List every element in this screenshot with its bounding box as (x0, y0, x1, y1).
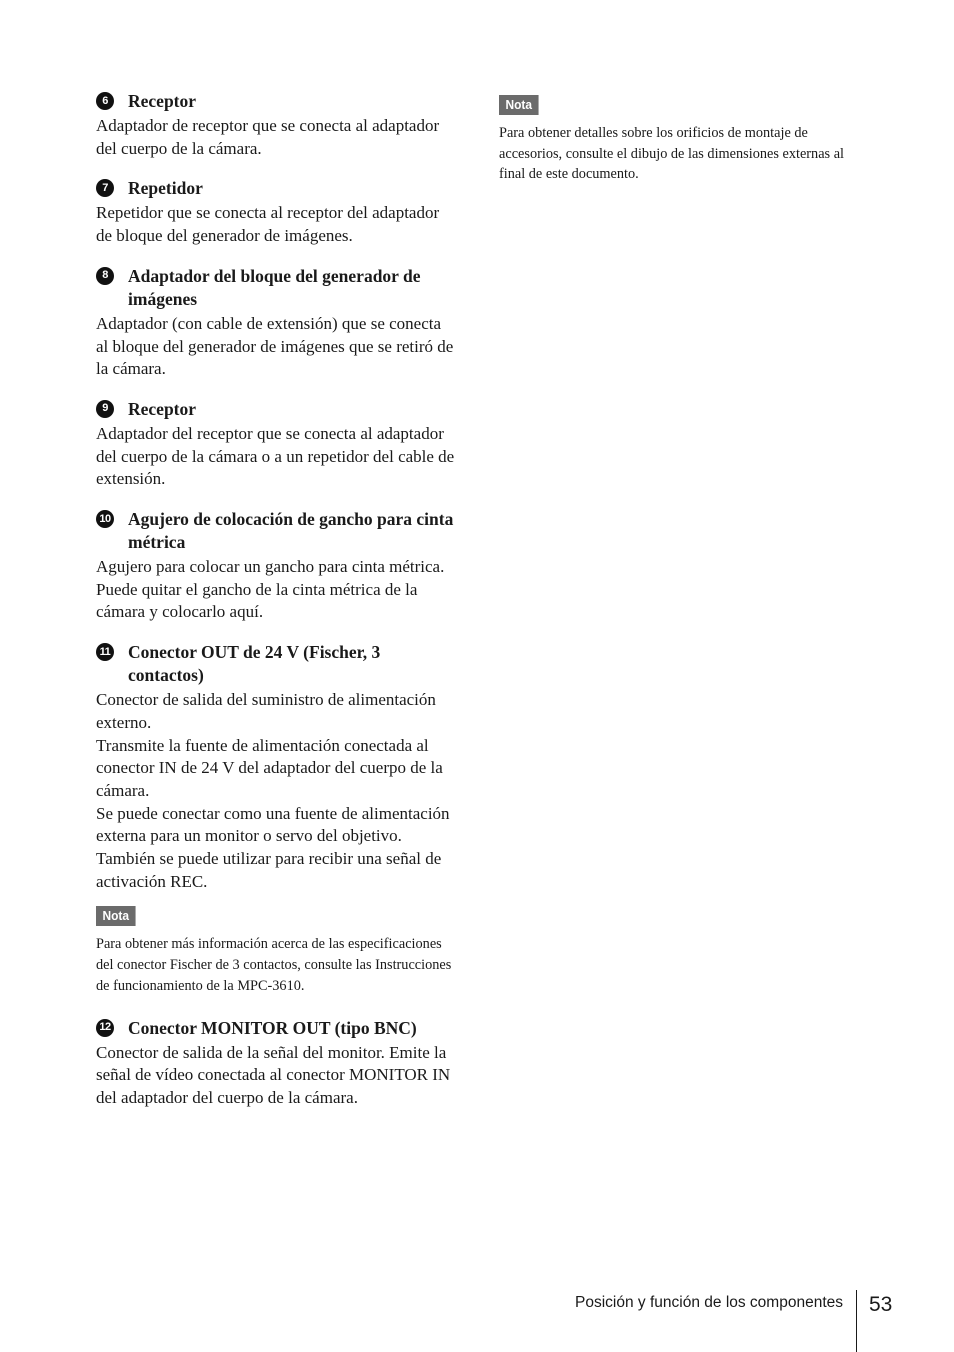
item-number-badge: 12 (96, 1019, 114, 1037)
item-description: Adaptador del receptor que se conecta al adaptador del cuerpo de la cámara o a un repetidor del cable de extensión. (96, 423, 455, 489)
left-column (96, 90, 456, 1127)
component-item-agujero-gancho (96, 508, 456, 624)
item-description: Conector de salida del suministro de alimentación externo. (96, 690, 436, 732)
item-number-badge: 11 (96, 643, 114, 661)
item-description: Agujero para colocar un gancho para cinta métrica. (96, 557, 445, 577)
component-item-receptor-2 (96, 398, 456, 491)
footer-divider (856, 1290, 857, 1352)
right-column (499, 95, 849, 185)
item-title: Receptor (128, 398, 197, 419)
item-title: Agujero de colocación de gancho para cinta métrica (128, 509, 454, 553)
item-title: Adaptador del bloque del generador de imágenes (128, 265, 421, 309)
item-description: Se puede conectar como una fuente de alimentación externa para un monitor o servo del objetivo. También se puede utilizar para recibir una señal de activación REC. (96, 803, 450, 891)
item-description: Adaptador (con cable de extensión) que se conecta al bloque del generador de imágenes que se retiró de la cámara. (96, 313, 454, 379)
item-title: Conector MONITOR OUT (tipo BNC) (128, 1017, 417, 1038)
component-item-repetidor (96, 177, 456, 247)
item-number-badge: 6 (96, 92, 114, 110)
item-number-badge: 7 (96, 179, 114, 197)
footer-section-title: Posición y función de los componentes (575, 1294, 843, 1311)
component-item-receptor (96, 90, 456, 160)
page-number: 53 (869, 1293, 893, 1316)
item-title: Conector OUT de 24 V (Fischer, 3 contactos) (128, 642, 381, 686)
note-text: Para obtener más información acerca de las especificaciones del conector Fischer de 3 contactos, consulte las Instrucciones de funcionamiento de la MPC-3610. (96, 936, 452, 994)
component-item-conector-out-24v (96, 641, 456, 893)
item-number-badge: 9 (96, 400, 114, 418)
item-title: Repetidor (128, 178, 203, 199)
note-text: Para obtener detalles sobre los orificios de montaje de accesorios, consulte el dibujo de las dimensiones externas al final de este documento. (499, 125, 845, 183)
note-label: Nota (499, 95, 538, 115)
item-description: Puede quitar el gancho de la cinta métrica de la cámara y colocarlo aquí. (96, 579, 418, 622)
item-description: Adaptador de receptor que se conecta al adaptador del cuerpo de la cámara. (96, 116, 440, 158)
item-number-badge: 8 (96, 267, 114, 285)
note-label: Nota (96, 906, 135, 926)
item-number-badge: 10 (96, 510, 114, 528)
component-item-adaptador-bloque (96, 265, 456, 381)
item-title: Receptor (128, 91, 197, 111)
item-description: Transmite la fuente de alimentación conectada al conector IN de 24 V del adaptador del cuerpo de la cámara. (96, 735, 443, 800)
item-description: Conector de salida de la señal del monitor. Emite la señal de vídeo conectada al conector MONITOR IN del adaptador del cuerpo de la cámara. (96, 1042, 451, 1107)
component-item-monitor-out (96, 1017, 456, 1110)
note-block (96, 906, 456, 996)
item-description: Repetidor que se conecta al receptor del adaptador de bloque del generador de imágenes. (96, 203, 440, 246)
